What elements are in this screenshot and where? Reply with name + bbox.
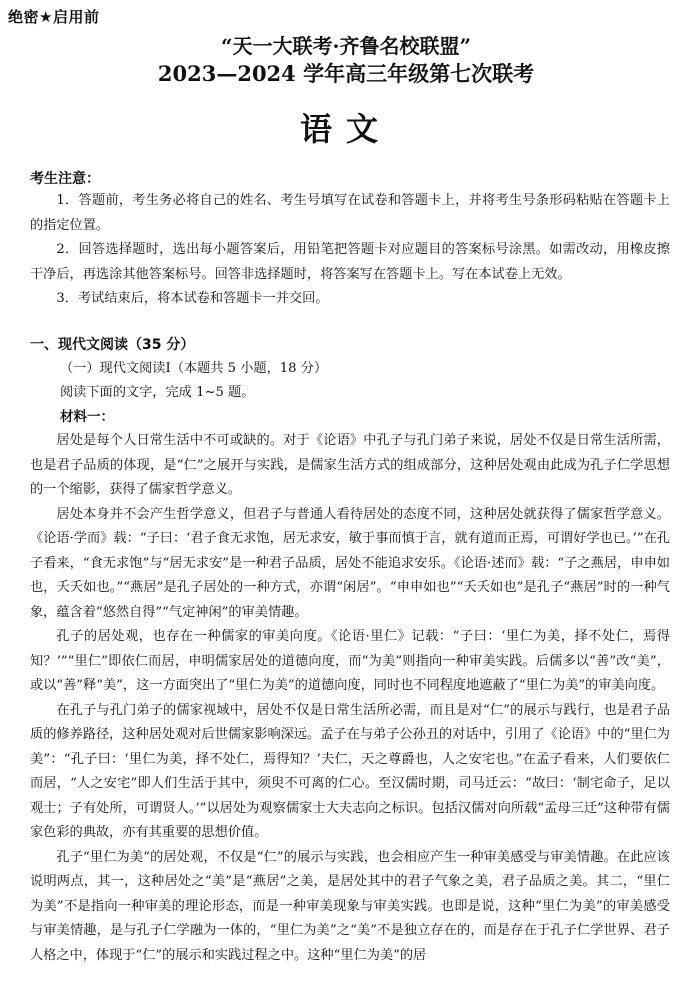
material-paragraph: 孔子的居处观，也存在一种儒家的审美向度。《论语·里仁》记载：“子曰：‘里仁为美，择不处仁，焉得知？’”“里仁”即依仁而居，申明儒家居处的道德向度，而“为美”则指向一种审美实践。后儒多以“善”改“美”，或以“善”释“美”，这一方面突出了“里仁为美”的道德向度，同时也不同程度地遮蔽了“里仁为美”的审美向度。	[30, 629, 670, 693]
subject-title: 语文	[299, 110, 392, 148]
material-label: 材料一：	[60, 409, 114, 425]
exam-subtitle: 2023—2024 学年高三年级第七次联考	[157, 61, 535, 86]
material-paragraph: 孔子“里仁为美”的居处观，不仅是“仁”的展示与实践，也会相应产生一种审美感受与审美情趣。在此应该说明两点，其一，这种居处之“美”是“燕居”之美，是居处其中的君子气象之美，君子品质之美。其二，“里仁为美”不是指向一种审美的理论形态，而是一种审美现象与审美实践。也即是说，这种“里仁为美”的审美感受与审美情趣，是与孔子仁学融为一体的，“里仁为美”之“美”不是独立存在的，而是存在于孔子仁学世界、君子人格之中，体现于“仁”的展示和实践过程之中。这种“里仁为美”的居	[30, 849, 670, 963]
material-paragraph: 居处是每个人日常生活中不可或缺的。对于《论语》中孔子与孔门弟子来说，居处不仅是日常生活所需，也是君子品质的体现，是“仁”之展开与实践，是儒家生活方式的组成部分，这种居处观由此成为孔子仁学思想的一个缩影，获得了儒家哲学意义。	[30, 433, 670, 497]
notes-list	[30, 189, 670, 312]
exam-title: “天一大联考·齐鲁名校联盟”	[221, 34, 471, 58]
note-item: 2．回答选择题时，选出每小题答案后，用铅笔把答题卡对应题目的答案标号涂黑。如需改动，用橡皮擦干净后，再选涂其他答案标号。回答非选择题时，将答案写在答题卡上。写在本试卷上无效。	[30, 242, 670, 282]
notes-heading: 考生注意：	[30, 171, 100, 187]
reading-instruction: 阅读下面的文字，完成 1~5 题。	[60, 385, 255, 400]
subsection-heading: （一）现代文阅读Ⅰ（本题共 5 小题，18 分）	[60, 361, 328, 376]
confidential-mark: 绝密★启用前	[8, 8, 100, 26]
section-heading: 一、现代文阅读（35 分）	[30, 337, 195, 353]
note-item: 3．考试结束后，将本试卷和答题卡一并交回。	[56, 291, 329, 306]
material-paragraph: 在孔子与孔门弟子的儒家视域中，居处不仅是日常生活所必需，而且是对“仁”的展示与践行，也是君子品质的修养路径，这种居处观对后世儒家影响深远。孟子在与弟子公孙丑的对话中，引用了《论语》中的“里仁为美”：“孔子曰：‘里仁为美，择不处仁，焉得知？’夫仁，天之尊爵也，人之安宅也。”在孟子看来，人们要依仁而居，“人之安宅”即人们生活于其中，须臾不可离的仁心。至汉儒时期，司马迁云：“故曰：‘制宅命子，足以观士；子有处所，可谓贤人。’”以居处为观察儒家士大夫志向之标识。包括汉儒对向所载“孟母三迁”这种带有儒家色彩的典故，亦有其重要的思想价值。	[30, 702, 670, 840]
material-text	[30, 429, 670, 968]
note-item: 1．答题前，考生务必将自己的姓名、考生号填写在试卷和答题卡上，并将考生号条形码粘贴在答题卡上的指定位置。	[30, 193, 670, 233]
material-paragraph: 居处本身并不会产生哲学意义，但君子与普通人看待居处的态度不同，这种居处就获得了儒家哲学意义。《论语·学而》载：“子曰：‘君子食无求饱，居无求安，敏于事而慎于言，就有道而正焉，可谓好学也已。’”在孔子看来，“食无求饱”与“居无求安”是一种君子品质，居处不能追求安乐。《论语·述而》载：“子之燕居，申申如也，夭夭如也。”“燕居”是孔子居处的一种方式，亦谓“闲居”。“申申如也”“夭夭如也”是孔子“燕居”时的一种气象，蕴含着“悠然自得”“气定神闲”的审美情趣。	[30, 506, 670, 620]
